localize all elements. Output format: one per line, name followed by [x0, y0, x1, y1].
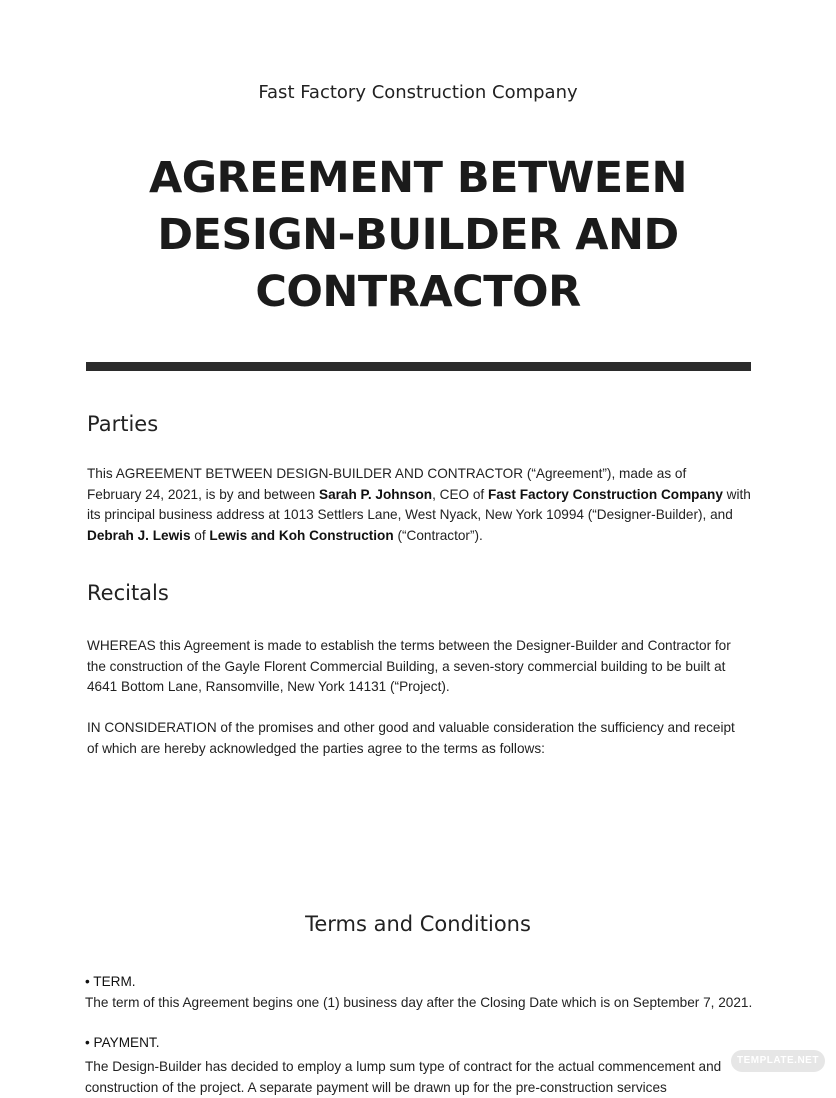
title-line-3: CONTRACTOR: [0, 264, 836, 321]
terms-heading: Terms and Conditions: [0, 912, 836, 936]
parties-line-1: This AGREEMENT BETWEEN DESIGN-BUILDER AND CONTRACTOR (“Agreement”), made as of: [87, 464, 759, 485]
consideration-paragraph: [87, 718, 759, 759]
title-divider: [86, 362, 751, 371]
term-heading: • TERM.: [85, 974, 136, 989]
parties-text: February 24, 2021, is by and between: [87, 487, 319, 502]
parties-text: , CEO of: [432, 487, 488, 502]
consideration-line-1: IN CONSIDERATION of the promises and other good and valuable consideration the sufficiency and receipt: [87, 718, 759, 739]
parties-paragraph: [87, 464, 759, 546]
whereas-line-2: the construction of the Gayle Florent Commercial Building, a seven-story commercial building to be built at: [87, 657, 759, 678]
parties-heading: Parties: [87, 412, 158, 436]
recitals-heading: Recitals: [87, 581, 169, 605]
payment-text-line-2: construction of the project. A separate payment will be drawn up for the pre-construction services: [85, 1078, 765, 1098]
parties-text: of: [191, 528, 210, 543]
party-company-2: Lewis and Koh Construction: [209, 528, 393, 543]
party-company-1: Fast Factory Construction Company: [488, 487, 723, 502]
party-person-1: Sarah P. Johnson: [319, 487, 432, 502]
company-name: Fast Factory Construction Company: [0, 82, 836, 103]
parties-line-4: [87, 526, 759, 547]
payment-text-line-1: The Design-Builder has decided to employ a lump sum type of contract for the actual commencement and: [85, 1057, 765, 1078]
payment-heading: • PAYMENT.: [85, 1035, 160, 1050]
consideration-line-2: of which are hereby acknowledged the parties agree to the terms as follows:: [87, 739, 759, 760]
parties-text: with: [723, 487, 751, 502]
party-person-2: Debrah J. Lewis: [87, 528, 191, 543]
parties-line-3: its principal business address at 1013 Settlers Lane, West Nyack, New York 10994 (“Designer-Builder), and: [87, 505, 759, 526]
whereas-line-1: WHEREAS this Agreement is made to establish the terms between the Designer-Builder and Contractor for: [87, 636, 759, 657]
whereas-line-3: 4641 Bottom Lane, Ransomville, New York 14131 (“Project).: [87, 677, 759, 698]
parties-line-2: [87, 485, 759, 506]
parties-text: (“Contractor”).: [394, 528, 483, 543]
title-line-1: AGREEMENT BETWEEN: [0, 150, 836, 207]
whereas-paragraph: [87, 636, 759, 698]
document-title: [0, 150, 836, 321]
watermark-badge: TEMPLATE.NET: [731, 1050, 825, 1072]
term-text: The term of this Agreement begins one (1) business day after the Closing Date which is on September 7, 2021.: [85, 993, 765, 1014]
title-line-2: DESIGN-BUILDER AND: [0, 207, 836, 264]
payment-text-clip: [85, 1057, 765, 1083]
